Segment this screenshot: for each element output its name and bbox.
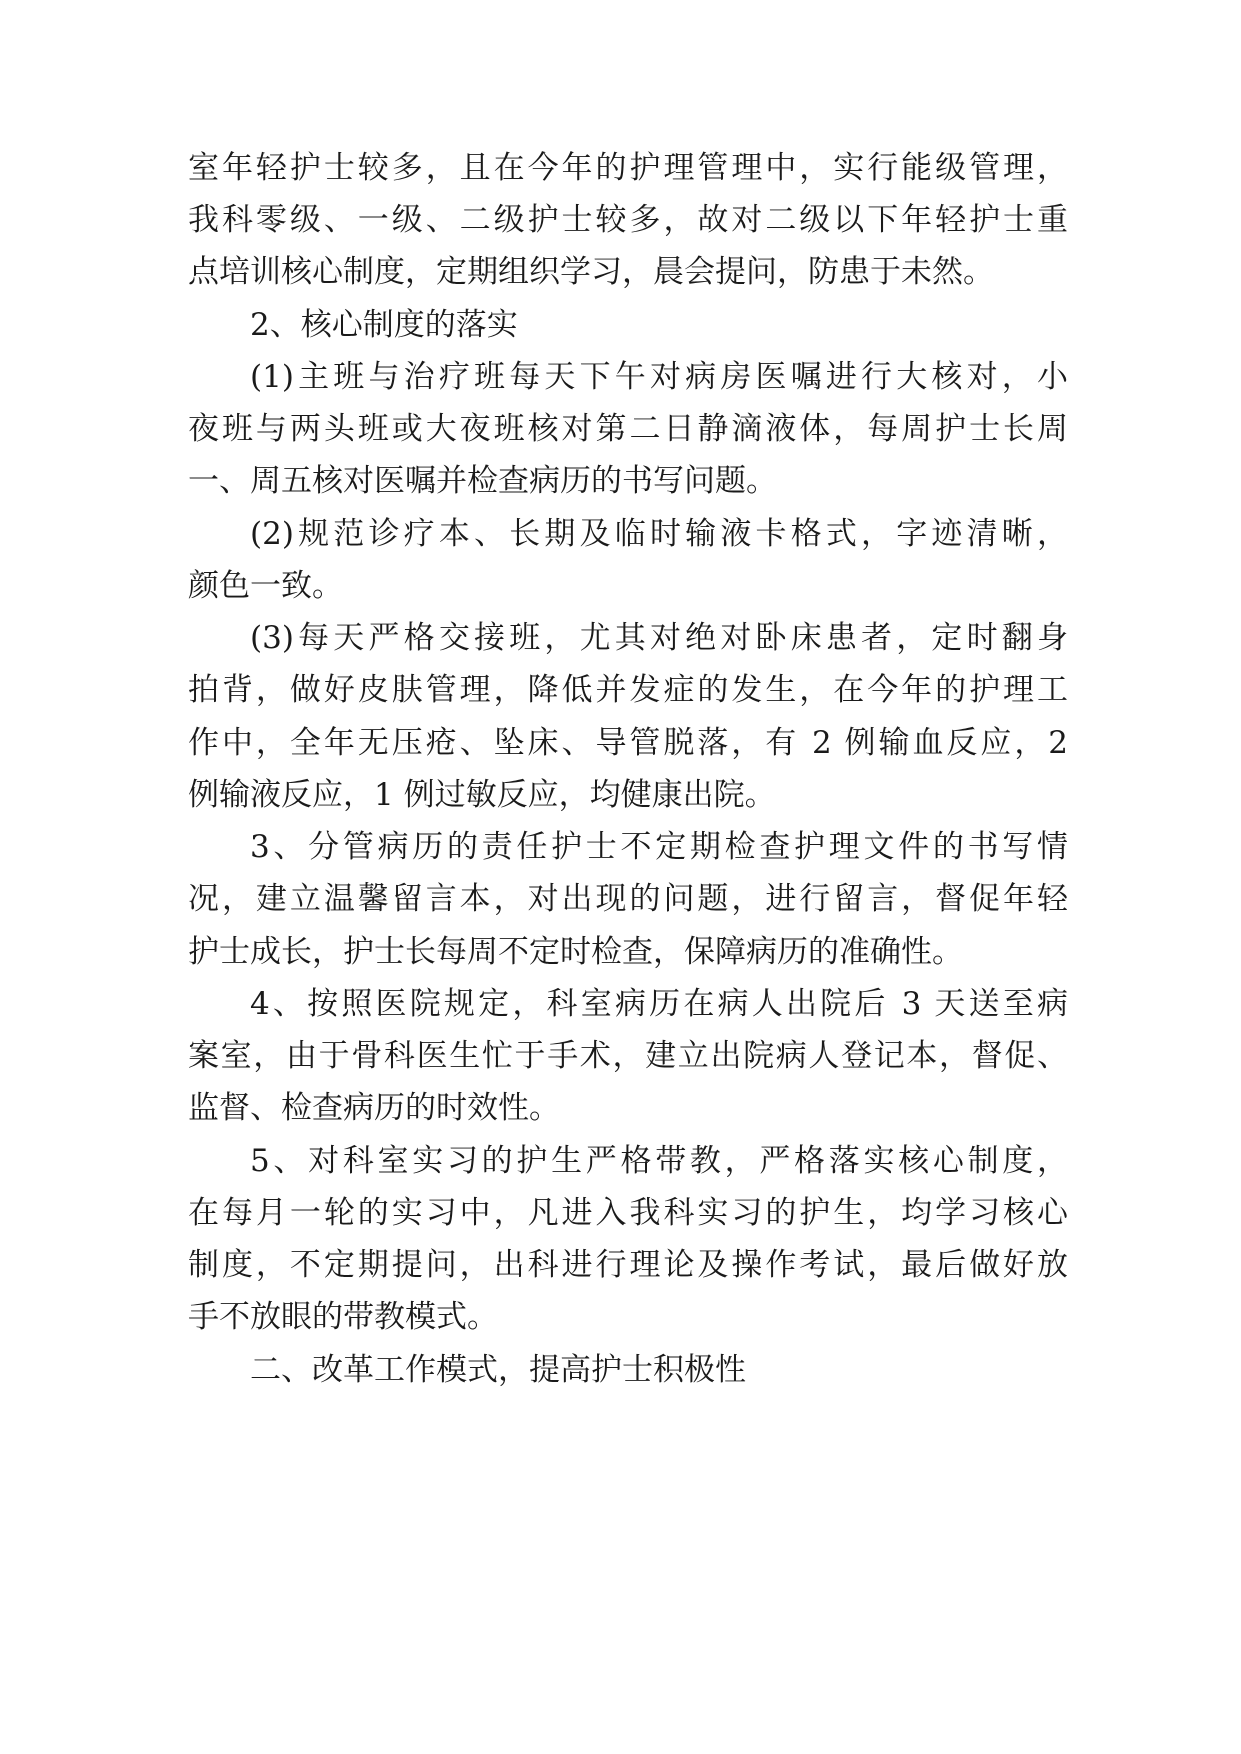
text-line: 案室，由于骨科医生忙于手术，建立出院病人登记本，督促、 — [188, 1038, 1068, 1074]
text-line: 3、分管病历的责任护士不定期检查护理文件的书写情 — [250, 829, 1068, 865]
text-line: 我科零级、一级、二级护士较多，故对二级以下年轻护士重 — [188, 202, 1068, 238]
text-line: 颜色一致。 — [188, 568, 343, 604]
section-heading: 2、核心制度的落实 — [250, 307, 518, 343]
text-line: 在每月一轮的实习中，凡进入我科实习的护生，均学习核心 — [188, 1195, 1068, 1231]
text-line: 拍背，做好皮肤管理，降低并发症的发生，在今年的护理工 — [188, 672, 1068, 708]
section-heading: 二、改革工作模式，提高护士积极性 — [250, 1352, 746, 1388]
text-line: 4、按照医院规定，科室病历在病人出院后 3 天送至病 — [250, 986, 1068, 1022]
text-line: 室年轻护士较多，且在今年的护理管理中，实行能级管理， — [188, 150, 1068, 186]
text-line: 护士成长，护士长每周不定时检查，保障病历的准确性。 — [188, 934, 963, 970]
text-line: 制度，不定期提问，出科进行理论及操作考试，最后做好放 — [188, 1247, 1068, 1283]
text-line: 夜班与两头班或大夜班核对第二日静滴液体，每周护士长周 — [188, 411, 1068, 447]
text-line: (3)每天严格交接班，尤其对绝对卧床患者，定时翻身 — [250, 620, 1068, 656]
text-line: 况，建立温馨留言本，对出现的问题，进行留言，督促年轻 — [188, 881, 1068, 917]
text-line: 手不放眼的带教模式。 — [188, 1299, 498, 1335]
text-line: 监督、检查病历的时效性。 — [188, 1090, 560, 1126]
text-line: 作中，全年无压疮、坠床、导管脱落，有 2 例输血反应，2 — [188, 725, 1068, 761]
text-line: 例输液反应，1 例过敏反应，均健康出院。 — [188, 777, 776, 813]
text-line: (1)主班与治疗班每天下午对病房医嘱进行大核对，小 — [250, 359, 1068, 395]
text-line: 一、周五核对医嘱并检查病历的书写问题。 — [188, 463, 777, 499]
text-line: 5、对科室实习的护生严格带教，严格落实核心制度， — [250, 1143, 1068, 1179]
text-line: (2)规范诊疗本、长期及临时输液卡格式，字迹清晰， — [250, 516, 1068, 552]
text-line: 点培训核心制度，定期组织学习，晨会提问，防患于未然。 — [188, 254, 994, 290]
